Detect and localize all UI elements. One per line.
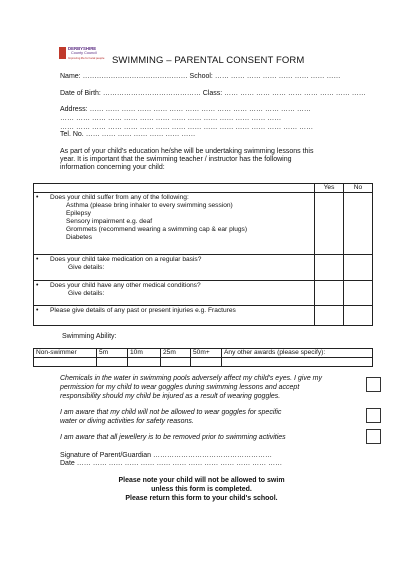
swimming-ability-table bbox=[33, 348, 373, 367]
intro-line2: year. It is important that the swimming teacher / instructor has the following bbox=[60, 156, 292, 163]
name-label: Name: bbox=[60, 73, 81, 80]
entry-cell[interactable] bbox=[97, 358, 128, 367]
note-line3: Please return this form to your child's school. bbox=[125, 495, 278, 502]
bullet: • bbox=[36, 307, 39, 314]
entry-cell[interactable] bbox=[191, 358, 222, 367]
give-details-label: Give details: bbox=[68, 290, 105, 297]
ability-entry-row bbox=[34, 358, 373, 367]
consent-goggles-line3: responsibility should my child be injured as a result of wearing goggles. bbox=[60, 393, 281, 400]
question-text: Does your child have any other medical conditions? bbox=[50, 282, 201, 289]
entry-cell[interactable] bbox=[128, 358, 161, 367]
address-field-3[interactable]: …… …… …… …… …… …… …… …… …… …… …… …… …… …… …… …… bbox=[60, 124, 314, 131]
logo-org-line1: DERBYSHIRE bbox=[68, 46, 97, 51]
ability-non-swimmer[interactable]: Non-swimmer bbox=[34, 349, 97, 358]
table-row bbox=[34, 255, 373, 281]
school-field[interactable]: …… …… …… …… …… …… …… …… bbox=[214, 73, 341, 80]
condition-diabetes: Diabetes bbox=[66, 234, 93, 241]
ability-25m[interactable]: 25m bbox=[161, 349, 191, 358]
no-cell[interactable] bbox=[344, 193, 373, 255]
bullet: • bbox=[36, 194, 39, 201]
condition-epilepsy: Epilepsy bbox=[66, 210, 91, 217]
question-text: Does your child suffer from any of the following: bbox=[50, 194, 189, 201]
consent-specific-line2: water or diving activities for safety reasons. bbox=[60, 418, 194, 425]
swimming-ability-label: Swimming Ability: bbox=[62, 333, 117, 340]
question-injuries bbox=[34, 306, 315, 326]
table-row bbox=[34, 306, 373, 326]
question-text: Please give details of any past or present injuries e.g. Fractures bbox=[50, 307, 236, 314]
ability-options-row bbox=[34, 349, 373, 358]
address-label: Address: bbox=[60, 106, 88, 113]
medical-questions-table bbox=[33, 183, 373, 326]
no-cell[interactable] bbox=[344, 306, 373, 326]
question-other-conditions bbox=[34, 281, 315, 306]
tel-field[interactable]: …… …… …… …… …… …… …… bbox=[85, 131, 196, 138]
bullet: • bbox=[36, 256, 39, 263]
table-row bbox=[34, 281, 373, 306]
consent-goggles-line2: permission for my child to wear goggles during swimming lessons and accept bbox=[60, 384, 300, 391]
condition-sensory: Sensory impairment e.g. deaf bbox=[66, 218, 153, 225]
question-conditions bbox=[34, 193, 315, 255]
bullet: • bbox=[36, 282, 39, 289]
council-logo bbox=[59, 46, 107, 64]
name-field[interactable]: ……………………………………… bbox=[82, 73, 190, 80]
ability-other-awards[interactable]: Any other awards (please specify): bbox=[222, 349, 373, 358]
note-line1: Please note your child will not be allowed to swim bbox=[118, 477, 285, 484]
yes-cell[interactable] bbox=[315, 255, 344, 281]
no-header: No bbox=[344, 184, 373, 193]
consent-jewellery-line1: I am aware that all jewellery is to be removed prior to swimming activities bbox=[60, 434, 286, 441]
class-label: Class: bbox=[202, 90, 223, 97]
entry-cell[interactable] bbox=[161, 358, 191, 367]
yes-cell[interactable] bbox=[315, 306, 344, 326]
page-title: SWIMMING – PARENTAL CONSENT FORM bbox=[112, 55, 305, 66]
tel-field-row bbox=[60, 131, 195, 140]
give-details-label: Give details: bbox=[68, 264, 105, 271]
ability-50m-plus[interactable]: 50m+ bbox=[191, 349, 222, 358]
dob-label: Date of Birth: bbox=[60, 90, 101, 97]
consent-jewellery-checkbox[interactable] bbox=[366, 429, 381, 444]
no-cell[interactable] bbox=[344, 255, 373, 281]
question-medication bbox=[34, 255, 315, 281]
address-field-row bbox=[60, 106, 311, 115]
date-field[interactable]: …… …… …… …… …… …… …… …… …… …… …… …… …… bbox=[76, 460, 283, 467]
yes-header: Yes bbox=[315, 184, 344, 193]
school-label: School: bbox=[189, 73, 213, 80]
signature-field[interactable]: …………………………………………… bbox=[153, 452, 273, 459]
logo-tagline: Improving life for local people bbox=[68, 56, 105, 60]
logo-mark-icon bbox=[59, 47, 66, 59]
intro-line1: As part of your child's education he/she will be undertaking swimming lessons this bbox=[60, 148, 314, 155]
signature-label: Signature of Parent/Guardian bbox=[60, 452, 152, 459]
table-header-row bbox=[34, 184, 373, 193]
consent-specific-line1: I am aware that my child will not be allowed to wear goggles for specific bbox=[60, 409, 282, 416]
condition-grommets: Grommets (recommend wearing a swimming cap & ear plugs) bbox=[66, 226, 248, 233]
date-row bbox=[60, 460, 282, 469]
condition-asthma: Asthma (please bring inhaler to every swimming session) bbox=[66, 202, 233, 209]
address-field-1[interactable]: …… …… …… …… …… …… …… …… …… …… …… …… …… …… bbox=[89, 106, 311, 113]
question-text: Does your child take medication on a regular basis? bbox=[50, 256, 202, 263]
dob-field[interactable]: …………………………………… bbox=[102, 90, 201, 97]
consent-goggles-line1: Chemicals in the water in swimming pools adversely affect my child's eyes. I give my bbox=[60, 375, 322, 382]
ability-10m[interactable]: 10m bbox=[128, 349, 161, 358]
date-label: Date bbox=[60, 460, 75, 467]
consent-goggles-checkbox[interactable] bbox=[366, 377, 381, 392]
consent-specific-checkbox[interactable] bbox=[366, 408, 381, 423]
yes-cell[interactable] bbox=[315, 281, 344, 306]
address-field-2[interactable]: …… …… …… …… …… …… …… …… …… …… …… …… …… …… bbox=[60, 115, 282, 122]
entry-cell[interactable] bbox=[222, 358, 373, 367]
entry-cell[interactable] bbox=[34, 358, 97, 367]
logo-org-line2: County Council bbox=[71, 51, 97, 55]
intro-line3: information concerning your child: bbox=[60, 164, 165, 171]
tel-label: Tel. No. bbox=[60, 131, 84, 138]
no-cell[interactable] bbox=[344, 281, 373, 306]
table-row bbox=[34, 193, 373, 255]
name-field-row bbox=[60, 73, 340, 82]
ability-5m[interactable]: 5m bbox=[97, 349, 128, 358]
yes-cell[interactable] bbox=[315, 193, 344, 255]
dob-field-row bbox=[60, 90, 366, 99]
note-line2: unless this form is completed. bbox=[151, 486, 252, 493]
class-field[interactable]: …… …… …… …… …… …… …… …… …… bbox=[224, 90, 366, 97]
